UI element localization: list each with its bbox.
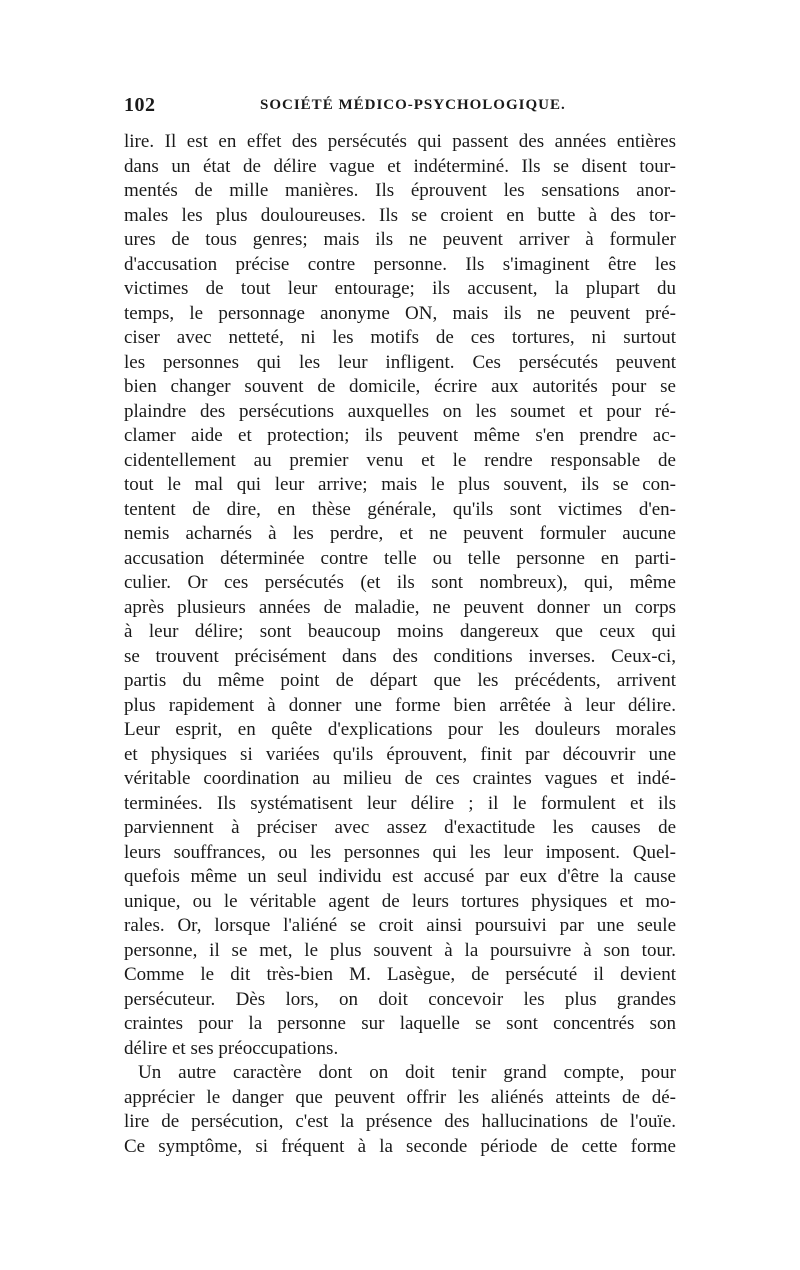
text-line: clamer aide et protection; ils peuvent même s'en prendre ac- bbox=[124, 425, 676, 446]
paragraph-start-line: Un autre caractère dont on doit tenir grand compte, pour bbox=[138, 1062, 676, 1083]
running-title: SOCIÉTÉ MÉDICO-PSYCHOLOGIQUE. bbox=[260, 97, 566, 113]
text-line: leurs souffrances, ou les personnes qui les leur imposent. Quel- bbox=[124, 841, 676, 863]
text-line: mentés de mille manières. Ils éprouvent les sensations anor- bbox=[124, 180, 676, 201]
text-line: terminées. Ils systématisent leur délire ; il le formulent et ils bbox=[124, 792, 676, 814]
text-line: nemis acharnés à les perdre, et ne peuvent formuler aucune bbox=[124, 523, 676, 544]
text-line: à leur délire; sont beaucoup moins dangereux que ceux qui bbox=[124, 621, 676, 642]
text-line: d'accusation précise contre personne. Ils s'imaginent être les bbox=[124, 253, 676, 275]
text-line: après plusieurs années de maladie, ne peuvent donner un corps bbox=[124, 596, 676, 618]
text-line: unique, ou le véritable agent de leurs tortures physiques et mo- bbox=[124, 890, 676, 912]
text-line: rales. Or, lorsque l'aliéné se croit ainsi poursuivi par une seule bbox=[124, 915, 676, 936]
text-line: culier. Or ces persécutés (et ils sont nombreux), qui, même bbox=[124, 572, 676, 593]
text-line: ures de tous genres; mais ils ne peuvent arriver à formuler bbox=[124, 229, 676, 250]
text-line: cidentellement au premier venu et le rendre responsable de bbox=[124, 449, 676, 471]
text-line: bien changer souvent de domicile, écrire aux autorités pour se bbox=[124, 376, 676, 397]
paragraph-end-line: délire et ses préoccupations. bbox=[124, 1037, 339, 1059]
text-line: Ce symptôme, si fréquent à la seconde période de cette forme bbox=[124, 1135, 676, 1157]
text-line: et physiques si variées qu'ils éprouvent, finit par découvrir une bbox=[124, 743, 676, 765]
text-line: persécuteur. Dès lors, on doit concevoir les plus grandes bbox=[124, 988, 676, 1010]
text-line: personne, il se met, le plus souvent à la poursuivre à son tour. bbox=[124, 939, 676, 961]
text-line: temps, le personnage anonyme ON, mais ils ne peuvent pré- bbox=[124, 302, 676, 324]
text-line: accusation déterminée contre telle ou telle personne en parti- bbox=[124, 547, 676, 569]
text-line: apprécier le danger que peuvent offrir les aliénés atteints de dé- bbox=[124, 1086, 676, 1108]
text-line: craintes pour la personne sur laquelle se sont concentrés son bbox=[124, 1013, 676, 1034]
text-line: partis du même point de départ que les précédents, arrivent bbox=[124, 670, 676, 691]
text-line: parviennent à préciser avec assez d'exactitude les causes de bbox=[124, 817, 676, 838]
text-line: Leur esprit, en quête d'explications pour les douleurs morales bbox=[124, 719, 676, 740]
text-line: dans un état de délire vague et indéterminé. Ils se disent tour- bbox=[124, 155, 676, 177]
page-number: 102 bbox=[124, 94, 156, 116]
text-line: Comme le dit très-bien M. Lasègue, de persécuté il devient bbox=[124, 964, 676, 985]
text-line: quefois même un seul individu est accusé par eux d'être la cause bbox=[124, 866, 676, 887]
text-line: se trouvent précisément dans des conditions inverses. Ceux-ci, bbox=[124, 645, 676, 667]
text-line: les personnes qui les leur infligent. Ces persécutés peuvent bbox=[124, 351, 676, 373]
text-line: lire de persécution, c'est la présence des hallucinations de l'ouïe. bbox=[124, 1111, 676, 1132]
text-line: tentent de dire, en thèse générale, qu'ils sont victimes d'en- bbox=[124, 498, 676, 520]
body-text bbox=[124, 130, 676, 1159]
text-line: tout le mal qui leur arrive; mais le plus souvent, ils se con- bbox=[124, 474, 676, 495]
text-line: véritable coordination au milieu de ces craintes vagues et indé- bbox=[124, 768, 676, 789]
page-header bbox=[124, 94, 676, 118]
text-line: ciser avec netteté, ni les motifs de ces tortures, ni surtout bbox=[124, 327, 676, 348]
text-line: males les plus douloureuses. Ils se croient en butte à des tor- bbox=[124, 204, 676, 226]
text-line: plus rapidement à donner une forme bien arrêtée à leur délire. bbox=[124, 694, 676, 716]
text-line: lire. Il est en effet des persécutés qui passent des années entières bbox=[124, 131, 676, 152]
text-line: victimes de tout leur entourage; ils accusent, la plupart du bbox=[124, 278, 676, 299]
text-line: plaindre des persécutions auxquelles on les soumet et pour ré- bbox=[124, 400, 676, 422]
